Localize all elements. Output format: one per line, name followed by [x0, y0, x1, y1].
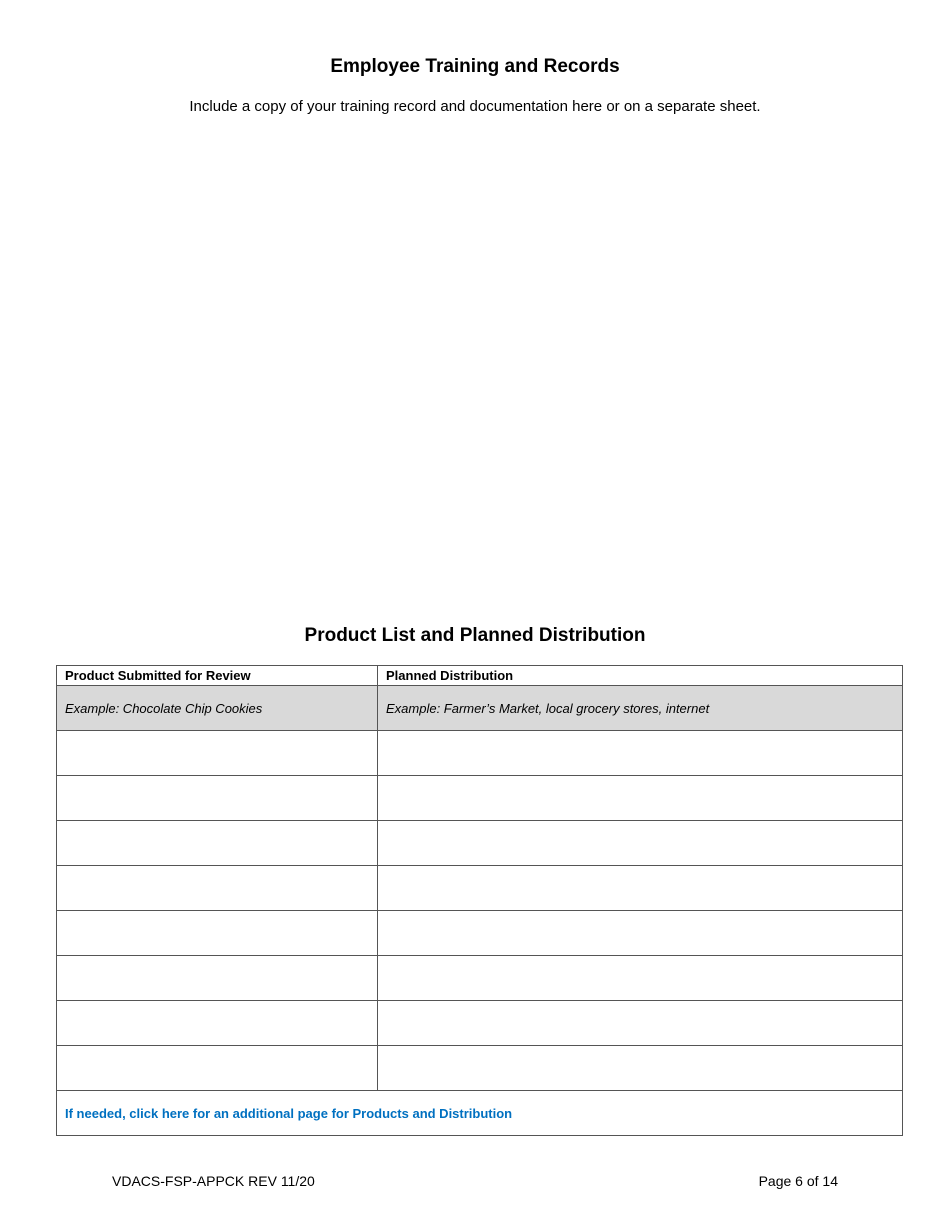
distribution-cell[interactable]: [378, 776, 903, 821]
column-header-distribution: Planned Distribution: [378, 666, 903, 686]
example-distribution-cell: Example: Farmer’s Market, local grocery stores, internet: [378, 686, 903, 731]
table-row: [57, 1001, 903, 1046]
product-cell[interactable]: [57, 776, 378, 821]
table-row: [57, 776, 903, 821]
distribution-cell[interactable]: [378, 821, 903, 866]
table-row: [57, 731, 903, 776]
additional-page-row: [57, 1091, 903, 1136]
distribution-cell[interactable]: [378, 731, 903, 776]
table-row: [57, 956, 903, 1001]
product-cell[interactable]: [57, 821, 378, 866]
distribution-cell[interactable]: [378, 956, 903, 1001]
distribution-cell[interactable]: [378, 911, 903, 956]
product-cell[interactable]: [57, 956, 378, 1001]
product-cell[interactable]: [57, 731, 378, 776]
example-row: [57, 686, 903, 731]
products-title: Product List and Planned Distribution: [304, 625, 646, 646]
product-distribution-table: [56, 665, 903, 1136]
product-cell[interactable]: [57, 911, 378, 956]
distribution-cell[interactable]: [378, 866, 903, 911]
table-row: [57, 866, 903, 911]
product-cell[interactable]: [57, 1046, 378, 1091]
distribution-cell[interactable]: [378, 1001, 903, 1046]
training-title: Employee Training and Records: [330, 56, 620, 77]
additional-page-cell: [57, 1091, 903, 1136]
additional-page-link[interactable]: If needed, click here for an additional page for Products and Distribution: [65, 1105, 513, 1121]
table-row: [57, 821, 903, 866]
table-row: [57, 911, 903, 956]
form-id: VDACS-FSP-APPCK REV 11/20: [112, 1173, 315, 1189]
product-cell[interactable]: [57, 1001, 378, 1046]
column-header-product: Product Submitted for Review: [57, 666, 378, 686]
table-header-row: [57, 666, 903, 686]
example-product-cell: Example: Chocolate Chip Cookies: [57, 686, 378, 731]
distribution-cell[interactable]: [378, 1046, 903, 1091]
page-number: Page 6 of 14: [758, 1173, 838, 1189]
table-row: [57, 1046, 903, 1091]
product-cell[interactable]: [57, 866, 378, 911]
training-instruction: Include a copy of your training record and documentation here or on a separate sheet.: [189, 98, 761, 115]
